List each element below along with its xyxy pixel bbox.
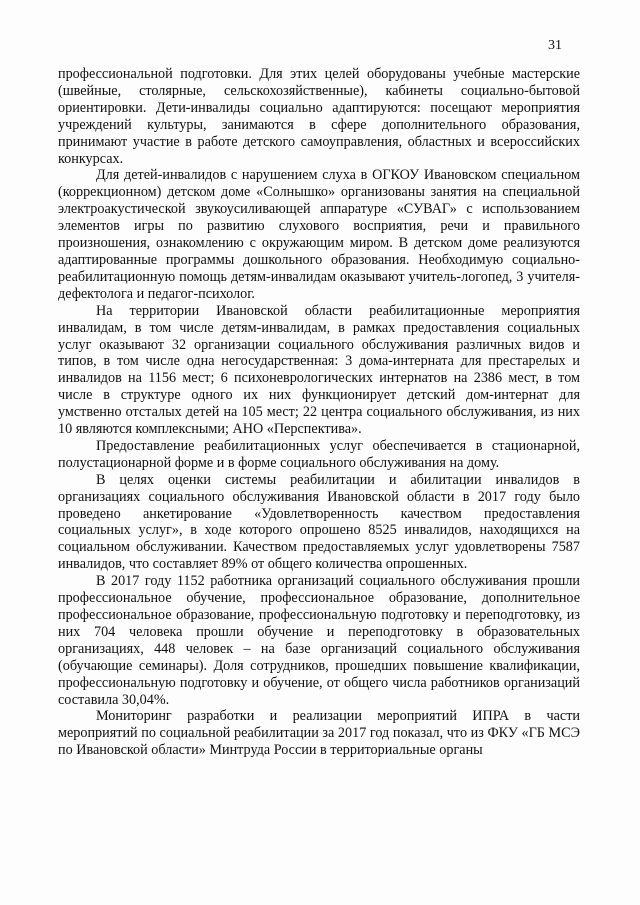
paragraph-survey: В целях оценки системы реабилитации и абилитации инвалидов в организациях социального обслуживания Ивановской области в 2017 году было проведено анкетирование «Удовлетворенность качеством предоставления социальных услуг», в ходе которого опрошено 8525 инвалидов, находящихся на социальном обслуживании. Качеством предоставляемых услуг удовлетворены 7587 инвалидов, что составляет 89% от общего количества опрошенных. — [58, 471, 580, 573]
paragraph-staff-training: В 2017 году 1152 работника организаций социального обслуживания прошли профессиональное обучение, профессиональное образование, дополнительное профессиональное образование, профессиональную подготовку и переподготовку, из них 704 человека прошли обучение и переподготовку в образовательных организациях, 448 человек – на базе организаций социального обслуживания (обучающие семинары). Доля сотрудников, прошедших повышение квалификации, профессиональную подготовку и обучение, от общего числа работников организаций составила 30,04%. — [58, 573, 580, 708]
paragraph-deaf-children: Для детей-инвалидов с нарушением слуха в ОГКОУ Ивановском специальном (коррекционном) детском доме «Солнышко» организованы занятия на специальной электроакустической звукоусиливающей аппаратуре «СУВАГ» с использованием элементов игры по развитию слухового восприятия, речи и правильного произношения, ознакомлению с окружающим миром. В детском доме реализуются адаптированные программы дошкольного образования. Необходимую социально-реабилитационную помощь детям-инвалидам оказывают учитель-логопед, 3 учителя-дефектолога и педагог-психолог. — [58, 167, 580, 302]
page-body — [58, 66, 580, 759]
paragraph-ipra-monitoring: Мониторинг разработки и реализации мероприятий ИПРА в части мероприятий по социальной реабилитации за 2017 год показал, что из ФКУ «ГБ МСЭ по Ивановской области» Минтруда России в территориальные органы — [58, 708, 580, 759]
paragraph-service-forms: Предоставление реабилитационных услуг обеспечивается в стационарной, полустационарной форме и в форме социального обслуживания на дому. — [58, 437, 580, 471]
page-number: 31 — [548, 38, 562, 53]
paragraph-rehab-organizations: На территории Ивановской области реабилитационные мероприятия инвалидам, в том числе детям-инвалидам, в рамках предоставления социальных услуг оказывают 32 организации социального обслуживания различных видов и типов, в том числе одна негосударственная: 3 дома-интерната для престарелых и инвалидов на 1156 мест; 6 психоневрологических интернатов на 2386 мест, в том числе в структуре одного их них функционирует детский дом-интернат для умственно отсталых детей на 105 мест; 22 центра социального обслуживания, из них 10 являются комплексными; АНО «Перспектива». — [58, 302, 580, 438]
paragraph-continuation: профессиональной подготовки. Для этих целей оборудованы учебные мастерские (швейные, столярные, сельскохозяйственные), кабинеты социально-бытовой ориентировки. Дети-инвалиды социально адаптируются: посещают мероприятия учреждений культуры, занимаются в сфере дополнительного образования, принимают участие в работе детского самоуправления, областных и всероссийских конкурсах. — [58, 66, 580, 167]
